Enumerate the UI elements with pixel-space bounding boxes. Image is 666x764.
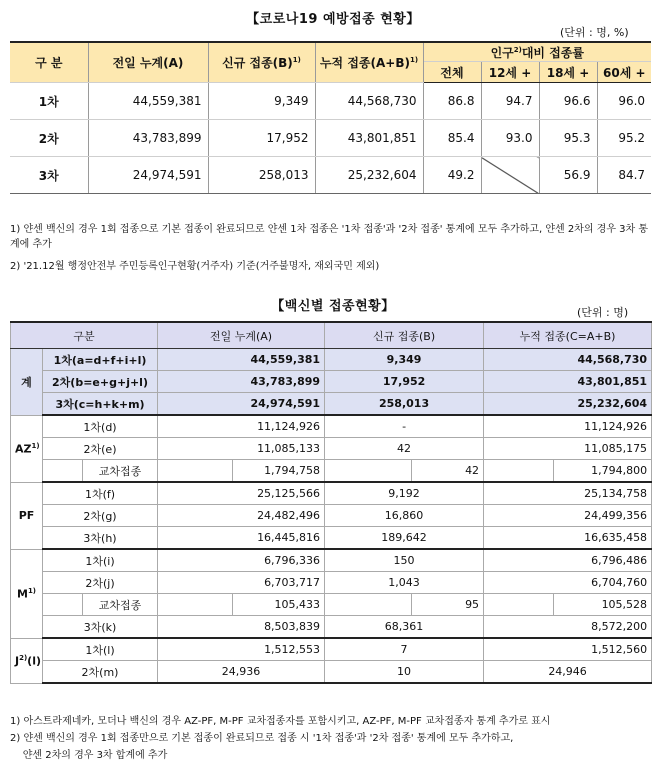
footnote: 얀센 2차의 경우 3차 합계에 추가 — [10, 750, 168, 761]
unit-label: (단위 : 명) — [577, 306, 629, 319]
table-row — [11, 415, 652, 438]
cell-age18: 96.6 — [539, 83, 597, 120]
cell-cum: 6,704,760 — [484, 572, 652, 594]
cell-new: 189,642 — [325, 527, 484, 550]
table-row — [11, 594, 652, 616]
cell-new: 9,349 — [208, 83, 315, 120]
cell-new: 7 — [325, 638, 484, 661]
group-total: 계 — [11, 349, 43, 416]
cell-total: 86.8 — [423, 83, 481, 120]
header-prev-total: 전일 누계(A) — [158, 322, 325, 349]
cell-cum: 25,134,758 — [484, 482, 652, 505]
table-row — [11, 393, 652, 416]
cell-cum: 1,794,800 — [554, 460, 652, 483]
cell-cum: 24,946 — [484, 661, 652, 684]
cell-cum: 11,124,926 — [484, 415, 652, 438]
row-label: 3차(k) — [43, 616, 158, 639]
cell-age18: 56.9 — [539, 157, 597, 194]
cell-new: 258,013 — [208, 157, 315, 194]
footnote: 2) '21.12월 행정안전부 주민등록인구현황(거주자) 기준(거주불명자, 재외국민 제외) — [10, 261, 380, 272]
table-row — [11, 638, 652, 661]
cross-label: 교차접종 — [83, 460, 158, 483]
footnote: 1) 아스트라제네카, 모더나 백신의 경우 AZ-PF, M-PF 교차접종자를 포함시키고, AZ-PF, M-PF 교차접종자 통계 추가로 표시 — [10, 716, 551, 727]
table-row — [11, 371, 652, 393]
table-row — [11, 438, 652, 460]
cell-cum: 24,499,356 — [484, 505, 652, 527]
table-row — [11, 482, 652, 505]
cell-cum: 11,085,175 — [484, 438, 652, 460]
cell-new: 150 — [325, 549, 484, 572]
vaccine-status-table — [10, 321, 652, 684]
table-row — [11, 505, 652, 527]
cell-new: - — [325, 415, 484, 438]
cell-prev: 11,124,926 — [158, 415, 325, 438]
cell-prev: 43,783,899 — [88, 120, 208, 157]
row-label: 3차(h) — [43, 527, 158, 550]
cell-new: 95 — [412, 594, 484, 616]
row-label: 2차(e) — [43, 438, 158, 460]
header-age18: 18세 + — [539, 62, 597, 83]
cell-cum: 25,232,604 — [315, 157, 423, 194]
cell-prev: 24,974,591 — [158, 393, 325, 416]
cell-age60: 84.7 — [597, 157, 651, 194]
cell-new: 258,013 — [325, 393, 484, 416]
row-label: 3차(c=h+k+m) — [43, 393, 158, 416]
header-new: 신규 접종$(B)^{1)}$ — [208, 42, 315, 83]
cell-new: 16,860 — [325, 505, 484, 527]
group-pf: PF — [11, 482, 43, 549]
header-cumulative: 누적 접종$(A+B)^{1)}$ — [315, 42, 423, 83]
row-label: 2차(b=e+g+j+l) — [43, 371, 158, 393]
cell-new: 1,043 — [325, 572, 484, 594]
cell-total: 85.4 — [423, 120, 481, 157]
header-rate: 인구$^{2)}$대비 접종률 — [423, 42, 651, 62]
row-label: 1차(d) — [43, 415, 158, 438]
header-category: 구분 — [11, 322, 158, 349]
cell-cum: 25,232,604 — [484, 393, 652, 416]
vaccination-status-table — [10, 41, 651, 194]
table-row — [10, 83, 651, 120]
header-cumulative: 누적 접종(C=A+B) — [484, 322, 652, 349]
header-total: 전체 — [423, 62, 481, 83]
cell-cum: 43,801,851 — [484, 371, 652, 393]
table-row — [11, 661, 652, 684]
cell-prev: 11,085,133 — [158, 438, 325, 460]
header-age12: 12세 + — [481, 62, 539, 83]
cell-prev: 24,936 — [158, 661, 325, 684]
cell-age12: 94.7 — [481, 83, 539, 120]
cell-new: 42 — [412, 460, 484, 483]
group-az: AZ$^{1)}$ — [11, 415, 43, 482]
cell-cum: 16,635,458 — [484, 527, 652, 550]
row-category: 1차 — [10, 83, 88, 120]
row-label: 1차(f) — [43, 482, 158, 505]
footnotes — [10, 713, 660, 764]
table-row — [11, 349, 652, 371]
unit-label: (단위 : 명, %) — [560, 26, 629, 39]
cell-prev: 6,703,717 — [158, 572, 325, 594]
cell-new: 10 — [325, 661, 484, 684]
row-label: 2차(m) — [43, 661, 158, 684]
table-row — [11, 572, 652, 594]
cell-prev: 8,503,839 — [158, 616, 325, 639]
row-category: 3차 — [10, 157, 88, 194]
vaccination-status-title: 【코로나19 예방접종 현황】 — [246, 12, 420, 27]
cell-cum: 44,568,730 — [315, 83, 423, 120]
cell-new: 42 — [325, 438, 484, 460]
cell-age60: 96.0 — [597, 83, 651, 120]
cell-age60: 95.2 — [597, 120, 651, 157]
cell-new: 9,349 — [325, 349, 484, 371]
cell-cum: 1,512,560 — [484, 638, 652, 661]
cell-total: 49.2 — [423, 157, 481, 194]
row-label: 1차(a=d+f+i+l) — [43, 349, 158, 371]
cell-prev: 25,125,566 — [158, 482, 325, 505]
footnote: 1) 얀센 백신의 경우 1회 접종으로 기본 접종이 완료되므로 얀센 1차 접종은 '1차 접종'과 '2차 접종' 통계에 모두 추가하고, 얀센 2차의 경우 3차 통계에 추가 — [10, 224, 649, 250]
table-row — [10, 120, 651, 157]
cell-prev: 105,433 — [233, 594, 325, 616]
header-new: 신규 접종(B) — [325, 322, 484, 349]
cell-age12: 93.0 — [481, 120, 539, 157]
cell-new: 68,361 — [325, 616, 484, 639]
cell-new: 9,192 — [325, 482, 484, 505]
header-prev-total: 전일 누계(A) — [88, 42, 208, 83]
row-label: 1차(l) — [43, 638, 158, 661]
cell-new: 17,952 — [208, 120, 315, 157]
table-row — [11, 616, 652, 639]
cell-age18: 95.3 — [539, 120, 597, 157]
table-row — [11, 549, 652, 572]
row-label: 2차(j) — [43, 572, 158, 594]
header-category: 구 분 — [10, 42, 88, 83]
cell-cum: 43,801,851 — [315, 120, 423, 157]
group-m: $M^{1)}$ — [11, 549, 43, 638]
cell-prev: 44,559,381 — [88, 83, 208, 120]
row-category: 2차 — [10, 120, 88, 157]
cell-prev: 43,783,899 — [158, 371, 325, 393]
cell-prev: 16,445,816 — [158, 527, 325, 550]
cell-cum: 105,528 — [554, 594, 652, 616]
cell-prev: 1,794,758 — [233, 460, 325, 483]
cell-age12-empty — [481, 157, 539, 194]
table-row — [10, 157, 651, 194]
cell-cum: 44,568,730 — [484, 349, 652, 371]
row-label: 1차(i) — [43, 549, 158, 572]
cell-prev: 1,512,553 — [158, 638, 325, 661]
footnote: 2) 얀센 백신의 경우 1회 접종만으로 기본 접종이 완료되므로 접종 시 '1차 접종'과 '2차 접종' 통계에 모두 추가하고, — [10, 733, 514, 744]
cell-prev: 24,974,591 — [88, 157, 208, 194]
vaccine-status-title: 【백신별 접종현황】 — [271, 299, 395, 314]
table-row — [11, 527, 652, 550]
cell-new: 17,952 — [325, 371, 484, 393]
group-j: $J^{2)}(l)$ — [11, 638, 43, 683]
cross-label: 교차접종 — [83, 594, 158, 616]
cell-prev: 44,559,381 — [158, 349, 325, 371]
table-row — [11, 460, 652, 483]
cell-cum: 6,796,486 — [484, 549, 652, 572]
cell-prev: 24,482,496 — [158, 505, 325, 527]
cell-prev: 6,796,336 — [158, 549, 325, 572]
header-age60: 60세 + — [597, 62, 651, 83]
row-label: 2차(g) — [43, 505, 158, 527]
cell-cum: 8,572,200 — [484, 616, 652, 639]
